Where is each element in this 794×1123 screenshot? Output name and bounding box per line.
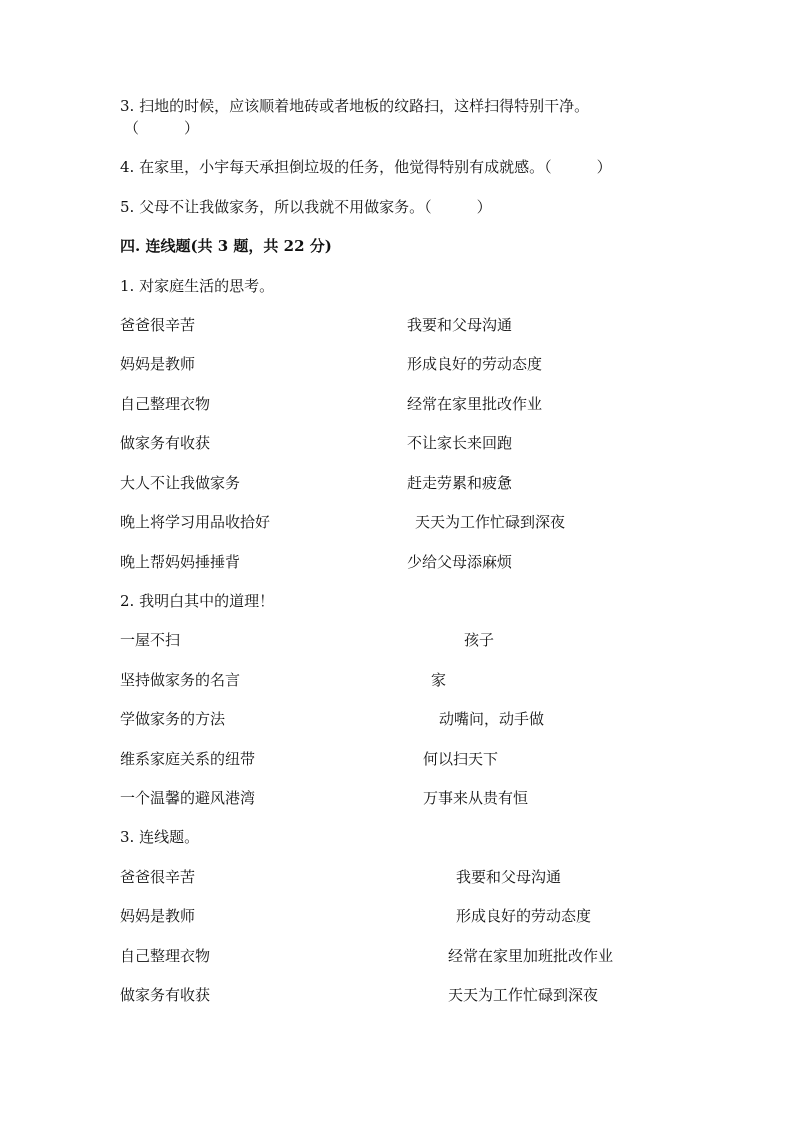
match-left-item: 坚持做家务的名言 [120,671,241,689]
match-row [0,630,794,652]
match-question-1-title: 1. 对家庭生活的思考。 [120,277,275,295]
match-right-item: 不让家长来回跑 [407,434,513,452]
match-row [0,985,794,1007]
match-right-item: 赶走劳累和疲惫 [407,474,513,492]
match-left-item: 大人不让我做家务 [120,474,241,492]
match-row [0,394,794,416]
match-left-item: 做家务有收获 [120,434,211,452]
match-right-item: 经常在家里加班批改作业 [448,947,614,965]
match-left-item: 维系家庭关系的纽带 [120,750,256,768]
match-row [0,788,794,810]
match-row [0,670,794,692]
match-right-item: 孩子 [464,631,495,649]
match-row [0,473,794,495]
match-right-item: 形成良好的劳动态度 [456,907,592,925]
match-question-3-title: 3. 连线题。 [120,828,200,846]
match-left-item: 妈妈是教师 [120,907,196,925]
match-left-item: 爸爸很辛苦 [120,316,196,334]
match-right-item: 我要和父母沟通 [456,868,562,886]
tf-answer-blank-3: （ ） [124,119,200,137]
match-row [0,315,794,337]
match-left-item: 做家务有收获 [120,986,211,1004]
match-right-item: 何以扫天下 [423,750,499,768]
match-right-item: 天天为工作忙碌到深夜 [448,986,599,1004]
match-right-item: 天天为工作忙碌到深夜 [415,513,566,531]
match-row [0,512,794,534]
match-left-item: 爸爸很辛苦 [120,868,196,886]
match-left-item: 自己整理衣物 [120,395,211,413]
tf-question-5: 5. 父母不让我做家务，所以我就不用做家务。（ ） [120,198,492,216]
match-row [0,946,794,968]
match-row [0,906,794,928]
match-left-item: 一个温馨的避风港湾 [120,789,256,807]
tf-question-4: 4. 在家里，小宇每天承担倒垃圾的任务，他觉得特别有成就感。（ ） [120,158,612,176]
match-right-item: 我要和父母沟通 [407,316,513,334]
match-left-item: 妈妈是教师 [120,355,196,373]
match-left-item: 一屋不扫 [120,631,181,649]
match-left-item: 自己整理衣物 [120,947,211,965]
match-row [0,749,794,771]
tf-question-3: 3. 扫地的时候，应该顺着地砖或者地板的纹路扫，这样扫得特别干净。 [120,97,590,115]
match-right-item: 形成良好的劳动态度 [407,355,543,373]
match-right-item: 万事来从贵有恒 [423,789,529,807]
match-right-item: 经常在家里批改作业 [407,395,543,413]
match-right-item: 动嘴问，动手做 [439,710,545,728]
match-question-2-title: 2. 我明白其中的道理！ [120,592,275,610]
section-heading: 四. 连线题(共 3 题，共 22 分) [120,237,332,255]
match-right-item: 少给父母添麻烦 [407,553,513,571]
match-row [0,552,794,574]
match-row [0,709,794,731]
match-left-item: 学做家务的方法 [120,710,226,728]
match-row [0,354,794,376]
match-right-item: 家 [431,671,447,689]
match-left-item: 晚上帮妈妈捶捶背 [120,553,241,571]
match-left-item: 晚上将学习用品收拾好 [120,513,271,531]
match-row [0,433,794,455]
match-row [0,867,794,889]
